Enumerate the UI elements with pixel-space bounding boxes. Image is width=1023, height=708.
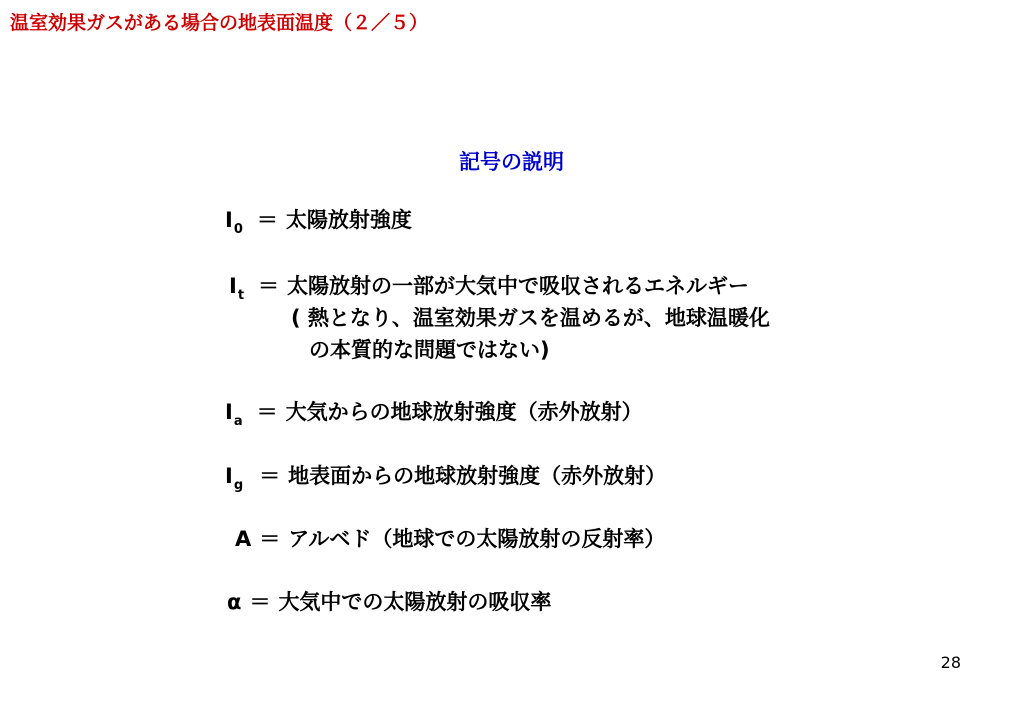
definition-alpha	[227, 588, 551, 616]
page-number: 28	[940, 653, 961, 672]
slide-title: 温室効果ガスがある場合の地表面温度（２／５）	[10, 12, 429, 34]
equals-sign: ＝	[256, 400, 278, 424]
definition-it-note-line-2: の本質的な問題ではない)	[309, 338, 550, 362]
definition-text: 太陽放射強度	[285, 208, 412, 232]
definition-albedo	[235, 525, 665, 553]
equals-sign: ＝	[258, 274, 280, 298]
section-heading: 記号の説明	[459, 150, 564, 174]
symbol: $I_t$	[229, 274, 245, 303]
symbol: α	[227, 590, 242, 614]
subscript: g	[233, 478, 244, 493]
definition-ig	[225, 462, 666, 500]
subscript: a	[233, 414, 243, 429]
subscript: t	[237, 288, 245, 303]
equals-sign: ＝	[259, 464, 281, 488]
equals-sign: ＝	[259, 527, 281, 551]
symbol: $I_a$	[225, 400, 243, 429]
definition-text: 大気中での太陽放射の吸収率	[278, 590, 552, 614]
definition-i0	[225, 206, 412, 244]
subscript: 0	[233, 222, 243, 237]
definition-text: 太陽放射の一部が大気中で吸収されるエネルギー	[287, 274, 750, 298]
definition-it-note-line-1: ( 熱となり、温室効果ガスを温めるが、地球温暖化	[291, 306, 770, 330]
equals-sign: ＝	[249, 590, 271, 614]
equals-sign: ＝	[256, 208, 278, 232]
symbol: A	[235, 527, 252, 551]
definition-text: アルベド（地球での太陽放射の反射率）	[288, 527, 666, 551]
symbol: $I_g$	[225, 464, 244, 493]
symbol: $I_0$	[225, 208, 243, 237]
definition-ia	[225, 398, 643, 436]
definition-text: 地表面からの地球放射強度（赤外放射）	[288, 464, 667, 488]
definition-text: 大気からの地球放射強度（赤外放射）	[285, 400, 643, 424]
